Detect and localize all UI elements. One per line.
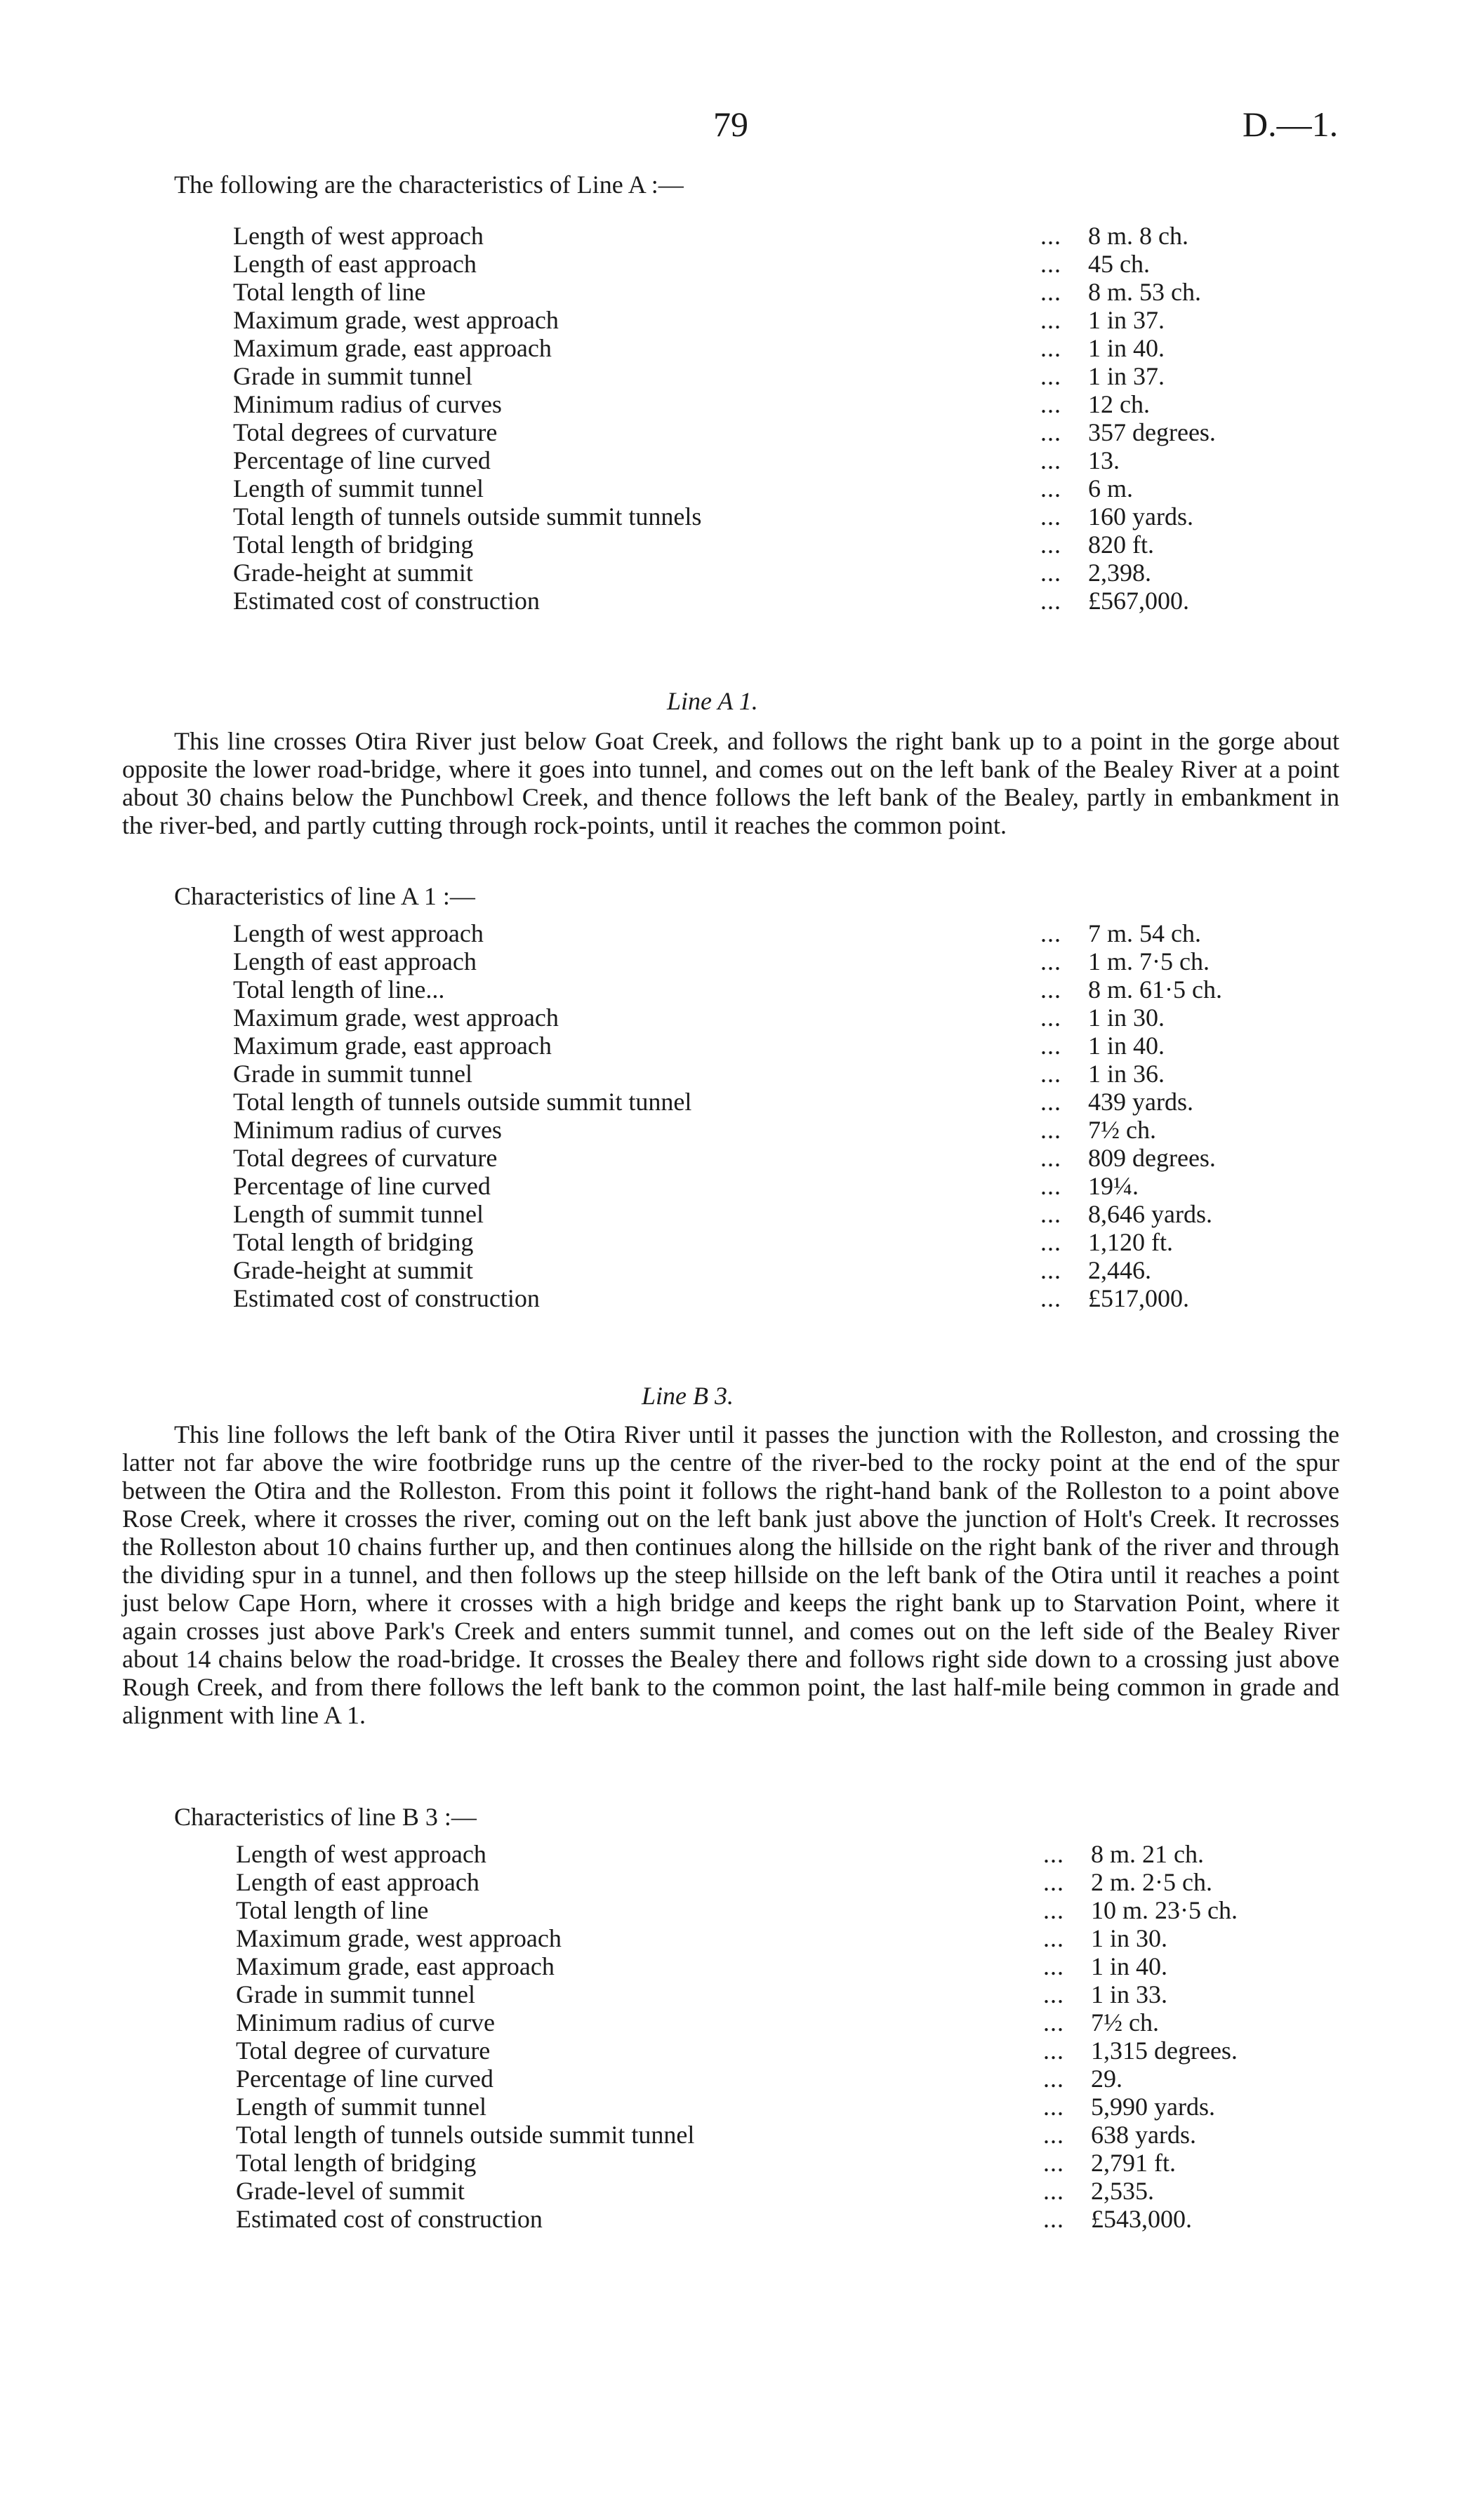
item-value: 12 ch.	[1088, 390, 1150, 418]
item-label: Total length of line...	[233, 975, 445, 1004]
item-label: Grade-height at summit	[233, 559, 473, 587]
item-value: £543,000.	[1091, 2205, 1192, 2233]
item-value: 1 in 37.	[1088, 306, 1165, 334]
list-item	[233, 947, 1370, 975]
item-value: 1 m. 7·5 ch.	[1088, 947, 1210, 975]
item-value: £517,000.	[1088, 1284, 1189, 1312]
item-value: 29.	[1091, 2065, 1122, 2093]
item-value: 439 yards.	[1088, 1088, 1193, 1116]
list-item	[236, 1896, 1373, 1924]
leader-dots: ...	[1040, 1060, 1061, 1088]
item-value: 7½ ch.	[1088, 1116, 1156, 1144]
item-label: Grade in summit tunnel	[233, 362, 472, 390]
item-label: Maximum grade, east approach	[233, 1032, 552, 1060]
item-label: Grade-level of summit	[236, 2177, 465, 2205]
leader-dots: ...	[1040, 1200, 1061, 1228]
item-label: Length of east approach	[233, 250, 477, 278]
leader-dots: ...	[1043, 2177, 1064, 2205]
item-label: Length of west approach	[233, 222, 484, 250]
line-b3-description: This line follows the left bank of the Otira River until it passes the junction with the Rolleston, and crossing the latter not far above the wire footbridge runs up the centre of the river-bed to the rocky point at the end of the spur between the Otira and the Rolleston. From this point it follows the right-hand bank of the Rolleston to a point above Rose Creek, where it crosses the river, coming out on the left bank just above the junction of Holt's Creek. It recrosses the Rolleston about 10 chains further up, and then continues along the hillside on the right bank of the river and through the dividing spur in a tunnel, and then follows up the steep hillside on the left bank of the Otira until it reaches a point just below Cape Horn, where it crosses with a high bridge and keeps the right bank up to Starvation Point, where it again crosses just above Park's Creek and enters summit tunnel, and comes out on the left side of the Bealey River about 14 chains below the road-bridge. It crosses the Bealey there and follows right side down to a crossing just above Rough Creek, and from there follows the left bank to the common point, the last half-mile being common in grade and alignment with line A 1.	[122, 1420, 1339, 1729]
item-value: 2,446.	[1088, 1256, 1151, 1284]
list-item	[233, 1088, 1370, 1116]
leader-dots: ...	[1040, 975, 1061, 1004]
leader-dots: ...	[1040, 1032, 1061, 1060]
item-label: Estimated cost of construction	[233, 587, 540, 615]
item-value: 10 m. 23·5 ch.	[1091, 1896, 1238, 1924]
item-label: Total length of tunnels outside summit tunnel	[236, 2121, 695, 2149]
leader-dots: ...	[1040, 1088, 1061, 1116]
item-value: 1 in 36.	[1088, 1060, 1165, 1088]
list-item	[233, 446, 1370, 474]
item-label: Length of west approach	[236, 1840, 486, 1868]
list-item	[233, 1256, 1370, 1284]
leader-dots: ...	[1043, 2036, 1064, 2065]
list-item	[236, 1840, 1373, 1868]
item-label: Maximum grade, east approach	[236, 1952, 555, 1980]
list-item	[233, 559, 1370, 587]
list-item	[236, 2205, 1373, 2233]
leader-dots: ...	[1040, 446, 1061, 474]
item-label: Minimum radius of curve	[236, 2008, 495, 2036]
leader-dots: ...	[1040, 1256, 1061, 1284]
item-value: 2,791 ft.	[1091, 2149, 1176, 2177]
line-a1-characteristics	[233, 919, 1370, 1312]
item-label: Length of summit tunnel	[233, 1200, 484, 1228]
item-label: Minimum radius of curves	[233, 1116, 502, 1144]
item-label: Total length of bridging	[236, 2149, 477, 2177]
list-item	[236, 2008, 1373, 2036]
line-b3-heading: Line B 3.	[642, 1382, 734, 1410]
item-value: 5,990 yards.	[1091, 2093, 1215, 2121]
item-label: Estimated cost of construction	[233, 1284, 540, 1312]
leader-dots: ...	[1040, 919, 1061, 947]
item-value: 1 in 30.	[1091, 1924, 1168, 1952]
item-value: 8 m. 61·5 ch.	[1088, 975, 1222, 1004]
list-item	[233, 975, 1370, 1004]
item-label: Grade in summit tunnel	[233, 1060, 472, 1088]
page-number: 79	[713, 105, 748, 144]
list-item	[236, 1868, 1373, 1896]
leader-dots: ...	[1040, 278, 1061, 306]
item-value: 2,398.	[1088, 559, 1151, 587]
item-value: 6 m.	[1088, 474, 1134, 502]
item-label: Length of west approach	[233, 919, 484, 947]
item-value: 1 in 40.	[1091, 1952, 1168, 1980]
list-item	[233, 362, 1370, 390]
leader-dots: ...	[1043, 1924, 1064, 1952]
leader-dots: ...	[1040, 306, 1061, 334]
leader-dots: ...	[1040, 362, 1061, 390]
item-label: Length of east approach	[233, 947, 477, 975]
leader-dots: ...	[1040, 390, 1061, 418]
item-value: 638 yards.	[1091, 2121, 1196, 2149]
list-item	[233, 1200, 1370, 1228]
item-value: 8,646 yards.	[1088, 1200, 1212, 1228]
item-value: 13.	[1088, 446, 1120, 474]
item-value: 7½ ch.	[1091, 2008, 1159, 2036]
line-a1-heading: Line A 1.	[667, 687, 758, 715]
item-label: Total length of line	[236, 1896, 429, 1924]
leader-dots: ...	[1040, 418, 1061, 446]
list-item	[233, 502, 1370, 531]
item-label: Total length of bridging	[233, 531, 474, 559]
line-b3-characteristics	[236, 1840, 1373, 2233]
leader-dots: ...	[1043, 1980, 1064, 2008]
list-item	[233, 1116, 1370, 1144]
line-a1-description: This line crosses Otira River just below Goat Creek, and follows the right bank up to a point in the gorge about opposite the lower road-bridge, where it goes into tunnel, and comes out on the left bank of the Bealey River at a point about 30 chains below the Punchbowl Creek, and thence follows the left bank of the Bealey, partly in embankment in the river-bed, and partly cutting through rock-points, until it reaches the common point.	[122, 727, 1339, 839]
leader-dots: ...	[1040, 559, 1061, 587]
list-item	[236, 2093, 1373, 2121]
line-b3-intro: Characteristics of line B 3 :—	[174, 1803, 477, 1831]
leader-dots: ...	[1040, 1172, 1061, 1200]
item-label: Grade in summit tunnel	[236, 1980, 475, 2008]
item-label: Length of summit tunnel	[236, 2093, 486, 2121]
leader-dots: ...	[1040, 250, 1061, 278]
item-label: Total degrees of curvature	[233, 1144, 498, 1172]
leader-dots: ...	[1043, 2205, 1064, 2233]
item-label: Length of summit tunnel	[233, 474, 484, 502]
list-item	[233, 919, 1370, 947]
leader-dots: ...	[1040, 222, 1061, 250]
list-item	[236, 2065, 1373, 2093]
item-value: 1,315 degrees.	[1091, 2036, 1238, 2065]
list-item	[233, 1032, 1370, 1060]
list-item	[233, 250, 1370, 278]
item-value: 45 ch.	[1088, 250, 1150, 278]
item-label: Estimated cost of construction	[236, 2205, 543, 2233]
list-item	[236, 1924, 1373, 1952]
list-item	[233, 1004, 1370, 1032]
item-value: 809 degrees.	[1088, 1144, 1216, 1172]
list-item	[236, 2121, 1373, 2149]
leader-dots: ...	[1040, 947, 1061, 975]
leader-dots: ...	[1040, 1004, 1061, 1032]
leader-dots: ...	[1043, 1952, 1064, 1980]
item-value: 357 degrees.	[1088, 418, 1216, 446]
leader-dots: ...	[1043, 1840, 1064, 1868]
document-reference: D.—1.	[1243, 105, 1339, 144]
item-value: 7 m. 54 ch.	[1088, 919, 1201, 947]
item-label: Minimum radius of curves	[233, 390, 502, 418]
list-item	[236, 1952, 1373, 1980]
list-item	[233, 418, 1370, 446]
leader-dots: ...	[1043, 1896, 1064, 1924]
item-value: 1 in 30.	[1088, 1004, 1165, 1032]
leader-dots: ...	[1040, 1116, 1061, 1144]
list-item	[236, 2149, 1373, 2177]
leader-dots: ...	[1043, 1868, 1064, 1896]
item-value: 1 in 40.	[1088, 334, 1165, 362]
item-value: 160 yards.	[1088, 502, 1193, 531]
leader-dots: ...	[1040, 1144, 1061, 1172]
leader-dots: ...	[1040, 474, 1061, 502]
line-a-characteristics	[233, 222, 1370, 615]
item-value: 2,535.	[1091, 2177, 1154, 2205]
item-label: Total length of bridging	[233, 1228, 474, 1256]
list-item	[233, 390, 1370, 418]
item-value: 2 m. 2·5 ch.	[1091, 1868, 1212, 1896]
item-label: Total length of tunnels outside summit tunnel	[233, 1088, 692, 1116]
line-a1-intro: Characteristics of line A 1 :—	[174, 882, 475, 910]
item-label: Percentage of line curved	[233, 446, 491, 474]
leader-dots: ...	[1040, 1284, 1061, 1312]
list-item	[233, 1144, 1370, 1172]
list-item	[233, 222, 1370, 250]
leader-dots: ...	[1040, 1228, 1061, 1256]
list-item	[233, 531, 1370, 559]
item-label: Grade-height at summit	[233, 1256, 473, 1284]
item-label: Percentage of line curved	[236, 2065, 493, 2093]
list-item	[233, 334, 1370, 362]
item-label: Maximum grade, west approach	[236, 1924, 562, 1952]
leader-dots: ...	[1043, 2121, 1064, 2149]
item-value: 1,120 ft.	[1088, 1228, 1173, 1256]
leader-dots: ...	[1043, 2008, 1064, 2036]
leader-dots: ...	[1040, 502, 1061, 531]
item-value: 8 m. 8 ch.	[1088, 222, 1188, 250]
item-value: 820 ft.	[1088, 531, 1154, 559]
leader-dots: ...	[1040, 587, 1061, 615]
item-value: 1 in 33.	[1091, 1980, 1168, 2008]
list-item	[236, 2177, 1373, 2205]
line-a-intro: The following are the characteristics of Line A :—	[174, 171, 684, 199]
item-label: Percentage of line curved	[233, 1172, 491, 1200]
item-value: 1 in 37.	[1088, 362, 1165, 390]
item-label: Total degrees of curvature	[233, 418, 498, 446]
list-item	[233, 306, 1370, 334]
item-label: Maximum grade, east approach	[233, 334, 552, 362]
item-value: 19¼.	[1088, 1172, 1139, 1200]
list-item	[233, 587, 1370, 615]
leader-dots: ...	[1043, 2093, 1064, 2121]
leader-dots: ...	[1040, 531, 1061, 559]
item-label: Maximum grade, west approach	[233, 1004, 559, 1032]
item-label: Total length of line	[233, 278, 426, 306]
leader-dots: ...	[1043, 2149, 1064, 2177]
list-item	[233, 1284, 1370, 1312]
item-label: Total length of tunnels outside summit tunnels	[233, 502, 702, 531]
list-item	[233, 1172, 1370, 1200]
item-value: £567,000.	[1088, 587, 1189, 615]
item-label: Maximum grade, west approach	[233, 306, 559, 334]
item-value: 8 m. 21 ch.	[1091, 1840, 1204, 1868]
list-item	[233, 1060, 1370, 1088]
leader-dots: ...	[1040, 334, 1061, 362]
leader-dots: ...	[1043, 2065, 1064, 2093]
item-value: 8 m. 53 ch.	[1088, 278, 1201, 306]
list-item	[236, 2036, 1373, 2065]
list-item	[233, 1228, 1370, 1256]
list-item	[236, 1980, 1373, 2008]
item-label: Total degree of curvature	[236, 2036, 491, 2065]
item-value: 1 in 40.	[1088, 1032, 1165, 1060]
list-item	[233, 278, 1370, 306]
list-item	[233, 474, 1370, 502]
item-label: Length of east approach	[236, 1868, 479, 1896]
